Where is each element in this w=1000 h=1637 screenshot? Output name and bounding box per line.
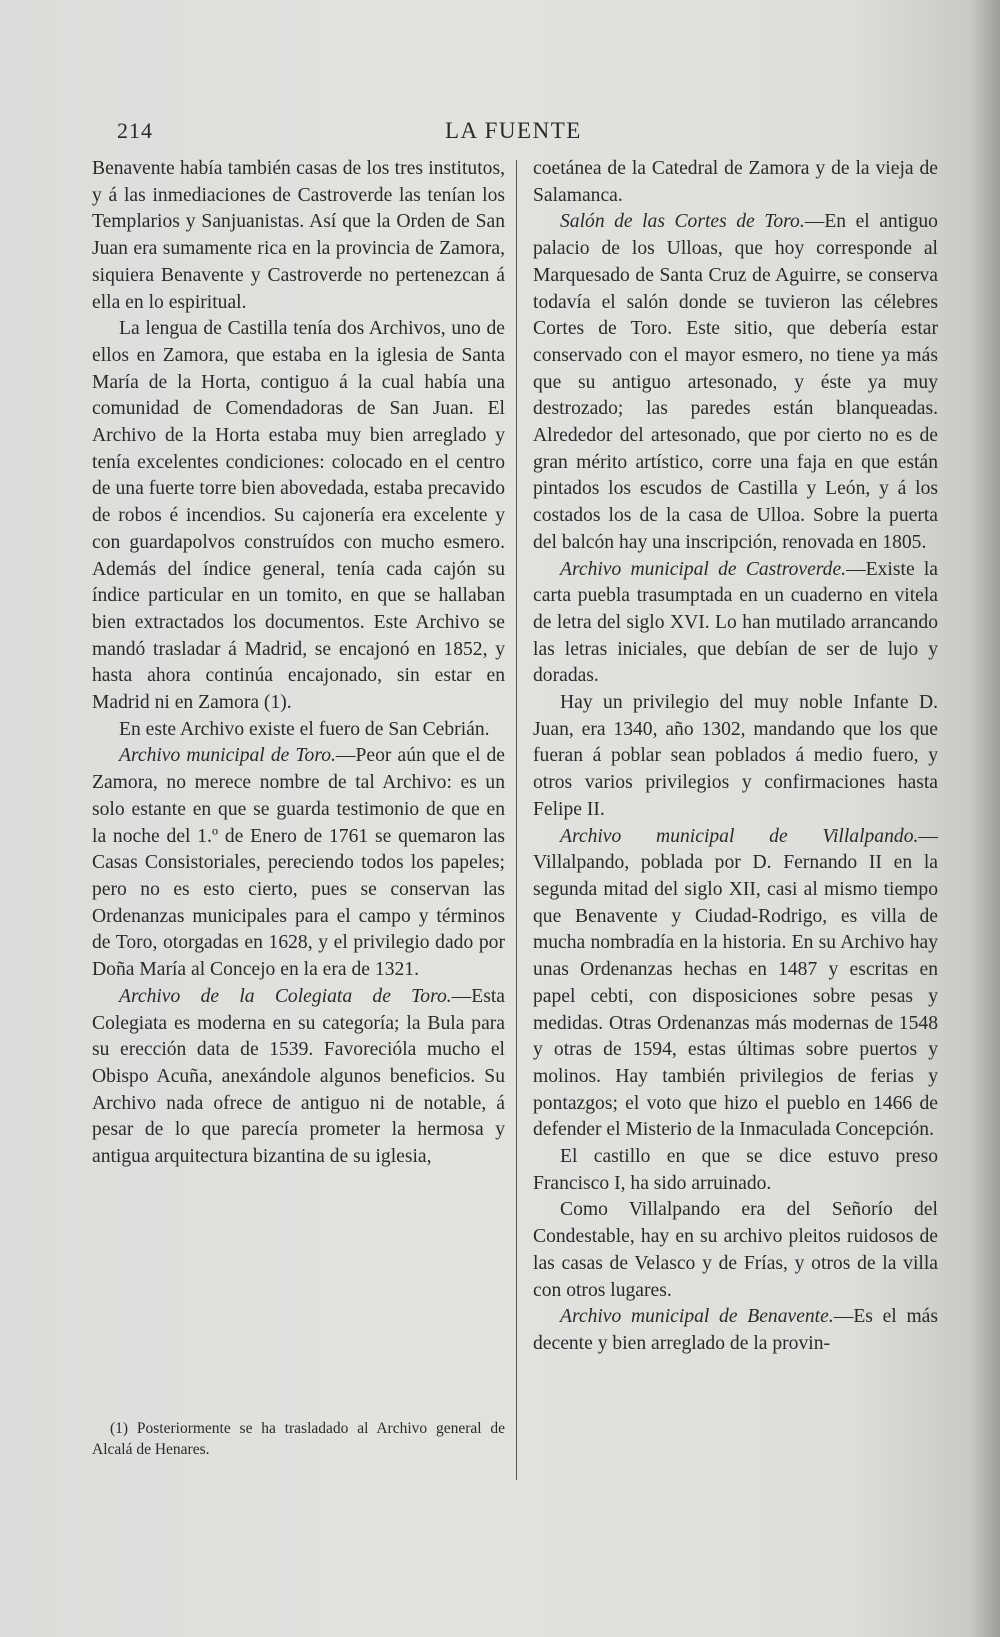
column-divider bbox=[516, 160, 517, 1480]
right-column bbox=[533, 156, 938, 1358]
paragraph-text: —En el antiguo palacio de los Ulloas, que hoy corresponde al Marquesado de Santa Cruz de Aguirre, se conserva todavía el salón donde se tuvieron las célebres Cortes de Toro. Este sitio, que debería estar conservado con el mayor esmero, no tiene ya más que su antiguo artesonado, y éste ya muy destrozado; las paredes están blanqueadas. Alrededor del artesonado, que por cierto no es de gran mérito artístico, corre una faja en que están pintados los escudos de Castilla y León, y á los costados los de la casa de Ulloa. Sobre la puerta del balcón hay una inscripción, renovada en 1805. bbox=[533, 211, 938, 553]
section-heading: Archivo municipal de Toro. bbox=[119, 745, 336, 767]
paragraph-text: —Villalpando, poblada por D. Fernando II en la segunda mitad del siglo XII, casi al mismo tiempo que Benavente y Ciudad-Rodrigo, es villa de mucha nombradía en la historia. En su Archivo hay unas Ordenanzas hechas en 1487 y escritas en papel cebti, con disposiciones sobre pesas y medidas. Otras Ordenanzas más modernas de 1548 y otras de 1594, estas últimas sobre puertos y molinos. Hay también privilegios de ferias y pontazgos; el voto que hizo el pueblo en 1466 de defender el Misterio de la Inmaculada Concepción. bbox=[533, 825, 938, 1141]
paragraph bbox=[92, 984, 505, 1171]
section-heading: Salón de las Cortes de Toro. bbox=[560, 211, 805, 233]
paragraph: El castillo en que se dice estuvo preso Francisco I, ha sido arruinado. bbox=[533, 1146, 938, 1194]
paragraph bbox=[533, 1304, 938, 1357]
section-heading: Archivo municipal de Villalpando. bbox=[560, 825, 919, 847]
page-number: 214 bbox=[117, 118, 153, 143]
paragraph: Benavente había también casas de los tres institutos, y á las inmediaciones de Castroverde las tenían los Templarios y Sanjuanistas. Así que la Orden de San Juan era sumamente rica en la provincia de Zamora, siquiera Benavente y Castroverde no pertenezcan á ella en lo espiritual. bbox=[92, 158, 505, 313]
footnote bbox=[92, 1418, 505, 1460]
paragraph bbox=[533, 557, 938, 691]
paragraph-text: —Es el más decente y bien arreglado de la provin- bbox=[533, 1306, 939, 1354]
paragraph: coetánea de la Catedral de Zamora y de la vieja de Salamanca. bbox=[533, 158, 938, 206]
paragraph-text: —Peor aún que el de Zamora, no merece nombre de tal Archivo: es un solo estante en que se guarda testimonio de que en la noche del 1.º de Enero de 1761 se quemaron las Casas Consistoriales, pereciendo todos los papeles; pero no es esto cierto, pues se conservan las Ordenanzas municipales para el campo y términos de Toro, otorgadas en 1628, y el privilegio dado por Doña María al Concejo en la era de 1321. bbox=[92, 745, 505, 981]
running-title: LA FUENTE bbox=[445, 118, 582, 143]
paragraph: En este Archivo existe el fuero de San Cebrián. bbox=[119, 718, 490, 740]
paragraph bbox=[92, 743, 505, 983]
paragraph: Como Villalpando era del Señorío del Condestable, hay en su archivo pleitos ruidosos de las casas de Velasco y de Frías, y otros de la villa con otros lugares. bbox=[533, 1199, 938, 1301]
paragraph: Hay un privilegio del muy noble Infante D. Juan, era 1340, año 1302, mandando que los que fueran á poblar sean poblados á medio fuero, y otros varios privilegios y confirmaciones hasta Felipe II. bbox=[533, 692, 938, 820]
paragraph: La lengua de Castilla tenía dos Archivos, uno de ellos en Zamora, que estaba en la iglesia de Santa María de la Horta, contiguo á la cual había una comunidad de Comendadoras de San Juan. El Archivo de la Horta estaba muy bien arreglado y tenía excelentes condiciones: colocado en el centro de una fuerte torre bien abovedada, estaba precavido de robos é incendios. Su cajonería era excelente y con guardapolvos construídos con mucho esmero. Además del índice general, tenía cada cajón su índice particular en un tomito, en que se hallaban bien extractados los documentos. Este Archivo se mandó trasladar á Madrid, se encajonó en 1852, y hasta ahora continúa encajonado, sin estar en Madrid ni en Zamora (1). bbox=[92, 318, 505, 714]
paragraph bbox=[533, 209, 938, 556]
page-header bbox=[0, 118, 1000, 148]
section-heading: Archivo municipal de Benavente. bbox=[560, 1306, 834, 1328]
paragraph bbox=[533, 824, 938, 1144]
paragraph-text: —Esta Colegiata es moderna en su categoría; la Bula para su erección data de 1539. Favorecióla mucho el Obispo Acuña, anexándole algunos beneficios. Su Archivo nada ofrece de antiguo ni de notable, á pesar de lo que parecía prometer la hermosa y antigua arquitectura bizantina de su iglesia, bbox=[92, 985, 505, 1168]
footnote-text: (1) Posteriormente se ha trasladado al Archivo general de Alcalá de Henares. bbox=[92, 1420, 505, 1458]
left-column bbox=[92, 156, 505, 1171]
section-heading: Archivo municipal de Castroverde. bbox=[560, 558, 847, 580]
paragraph-text: —Existe la carta puebla trasumptada en un cuaderno en vitela de letra del siglo XVI. Lo han mutilado arrancando las letras iniciales, que debían de ser de lujo y doradas. bbox=[533, 558, 938, 687]
section-heading: Archivo de la Colegiata de Toro. bbox=[119, 985, 452, 1007]
